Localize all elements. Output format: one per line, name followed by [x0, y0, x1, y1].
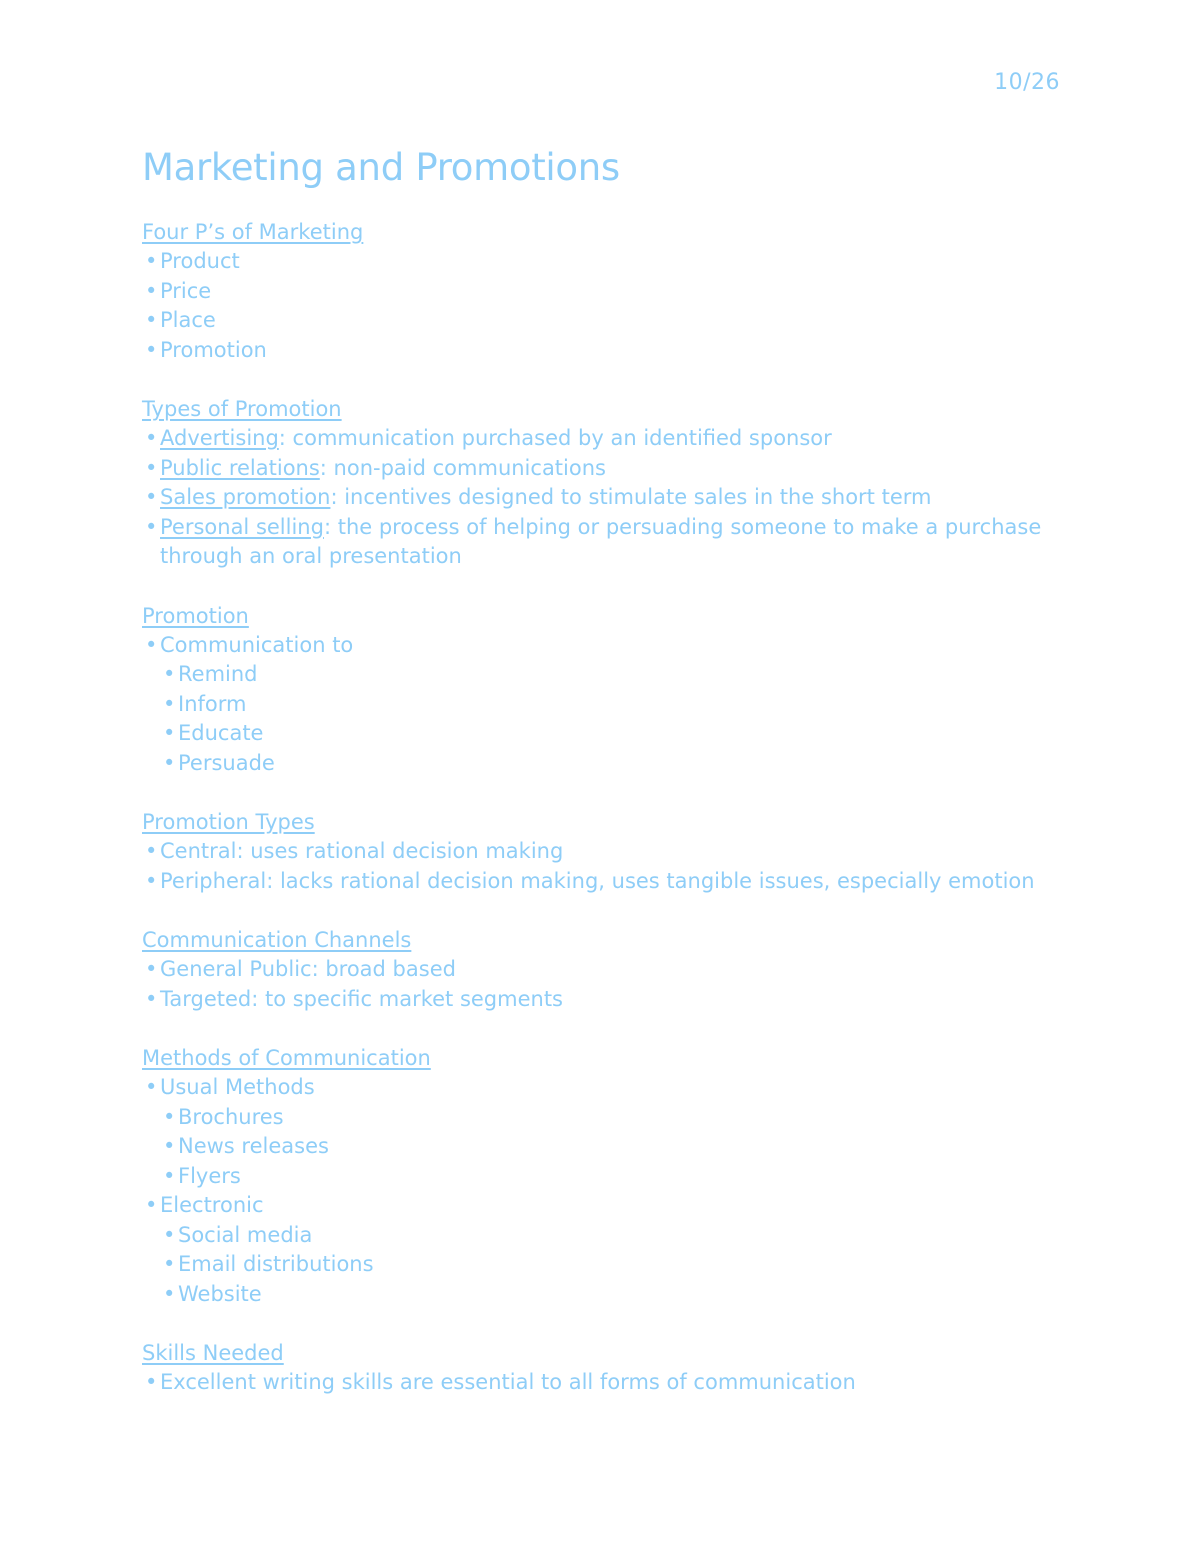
bullet-icon: • [145, 1075, 158, 1099]
definition: : non-paid communications [319, 455, 606, 480]
term: Sales promotion [160, 485, 331, 509]
note-date: 10/26 [994, 70, 1060, 95]
bullet-icon: • [163, 662, 176, 686]
bullet-list [142, 424, 1062, 572]
bullet-icon: • [145, 632, 158, 657]
bullet-icon: • [145, 249, 158, 273]
bullet-list [142, 1073, 1062, 1309]
bullet-list [142, 837, 1062, 896]
definition: : incentives designed to stimulate sales in the short term [330, 485, 932, 509]
sub-list-item: • Brochures [142, 1103, 1062, 1133]
bullet-icon: • [145, 455, 158, 480]
notes-page [142, 142, 1062, 1428]
section-promotion-types [142, 808, 1062, 896]
bullet-icon: • [145, 868, 158, 893]
section-heading: Four P’s of Marketing [142, 220, 364, 244]
bullet-icon: • [163, 1163, 176, 1188]
section-skills-needed [142, 1339, 1062, 1398]
bullet-icon: • [145, 426, 158, 450]
section-four-ps [142, 218, 1062, 365]
bullet-icon: • [145, 1193, 158, 1217]
bullet-icon: • [163, 1222, 176, 1247]
sub-list-item: • Inform [142, 690, 1062, 720]
list-item: • Product [142, 247, 1062, 277]
sub-list-item: • Social media [142, 1221, 1062, 1251]
list-item: • Promotion [142, 336, 1062, 366]
section-heading: Promotion [142, 603, 249, 628]
list-item: • Excellent writing skills are essential to all forms of communication [142, 1368, 1062, 1398]
definition: : the process of helping or persuading someone to make a purchase through an oral presentation [160, 514, 1042, 568]
list-item: • Usual Methods [142, 1073, 1062, 1103]
bullet-icon: • [145, 278, 158, 303]
term: Advertising [160, 426, 279, 450]
sub-list-item: • Persuade [142, 749, 1062, 779]
list-item: • General Public: broad based [142, 955, 1062, 985]
bullet-icon: • [163, 721, 176, 745]
sub-list-item: • Educate [142, 719, 1062, 749]
bullet-icon: • [163, 1252, 176, 1276]
bullet-icon: • [163, 750, 176, 775]
sub-list-item: • Flyers [142, 1162, 1062, 1192]
list-item: • Electronic [142, 1191, 1062, 1221]
sub-list-item: • Website [142, 1280, 1062, 1310]
page-title: Marketing and Promotions [142, 146, 620, 189]
list-item: • Communication to [142, 631, 1062, 661]
bullet-icon: • [145, 957, 158, 981]
bullet-icon: • [163, 1281, 176, 1306]
definition: : communication purchased by an identified sponsor [278, 426, 832, 450]
bullet-icon: • [145, 514, 158, 539]
section-heading: Communication Channels [142, 928, 412, 952]
section-methods-of-communication [142, 1044, 1062, 1309]
list-item: • Price [142, 277, 1062, 307]
sub-list-item: • Remind [142, 660, 1062, 690]
section-heading: Skills Needed [142, 1341, 284, 1365]
list-item: • Place [142, 306, 1062, 336]
bullet-icon: • [145, 1370, 158, 1394]
list-item [142, 424, 1062, 454]
term: Personal selling [160, 514, 324, 539]
list-item [142, 483, 1062, 513]
section-types-of-promotion [142, 395, 1062, 572]
bullet-list [142, 955, 1062, 1014]
bullet-icon: • [163, 1134, 176, 1158]
bullet-list [142, 631, 1062, 779]
section-communication-channels [142, 926, 1062, 1014]
section-heading: Methods of Communication [142, 1046, 431, 1070]
list-item [142, 454, 1062, 484]
sub-list-item: • Email distributions [142, 1250, 1062, 1280]
bullet-icon: • [145, 308, 158, 332]
list-item: • Targeted: to specific market segments [142, 985, 1062, 1015]
bullet-icon: • [163, 1104, 176, 1129]
bullet-icon: • [163, 691, 176, 716]
bullet-icon: • [145, 337, 158, 362]
list-item: • Peripheral: lacks rational decision making, uses tangible issues, especially emotion [142, 867, 1062, 897]
bullet-icon: • [145, 839, 158, 863]
bullet-list [142, 1368, 1062, 1398]
section-heading: Types of Promotion [142, 397, 342, 421]
list-item [142, 513, 1062, 572]
section-promotion [142, 602, 1062, 779]
sub-list-item: • News releases [142, 1132, 1062, 1162]
bullet-list [142, 247, 1062, 365]
bullet-icon: • [145, 986, 158, 1011]
term: Public relations [160, 455, 320, 480]
list-item: • Central: uses rational decision making [142, 837, 1062, 867]
section-heading: Promotion Types [142, 810, 315, 834]
bullet-icon: • [145, 485, 158, 509]
